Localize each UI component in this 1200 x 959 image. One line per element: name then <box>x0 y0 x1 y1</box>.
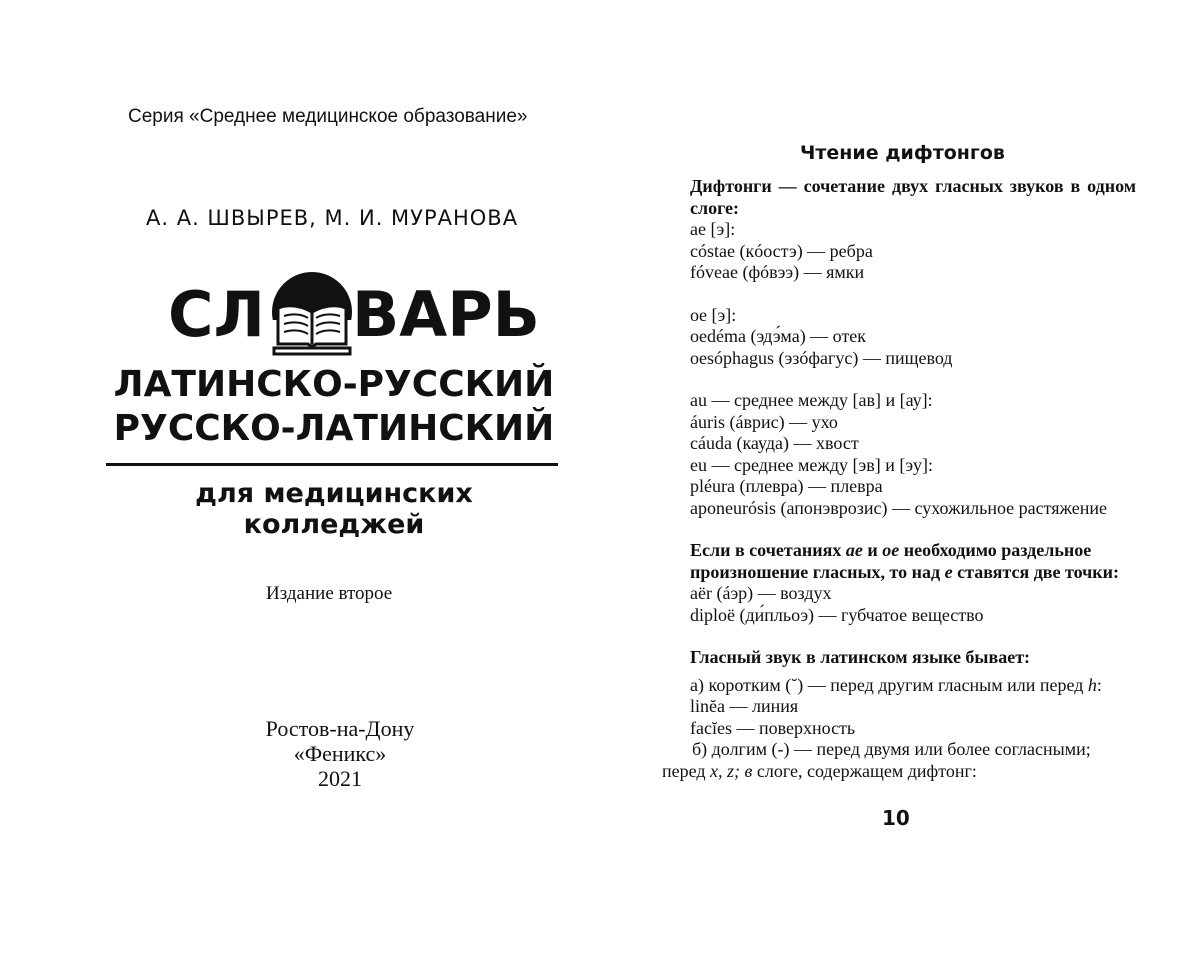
oe-example-1: oedéma (эдэ́ма) — отек <box>690 326 867 346</box>
eu-label: eu — среднее между [эв] и [эу]: <box>690 454 934 475</box>
vowel-heading: Гласный звук в латинском языке бывает: <box>690 647 1031 667</box>
text-fragment: : <box>1096 674 1102 695</box>
year: 2021 <box>318 766 362 791</box>
title-part-1: СЛ <box>168 278 265 351</box>
spacer <box>690 626 1136 647</box>
text-fragment: oe <box>882 540 900 560</box>
short-example-1: linĕa — линия <box>690 696 799 716</box>
text-fragment: ставятся две точки: <box>952 561 1120 582</box>
title-part-2: ВАРЬ <box>352 278 540 351</box>
intro-line-1: Дифтонги — сочетание двух гласных звуков в одном <box>690 176 1136 196</box>
short-example-2: facĭes — поверхность <box>690 717 856 738</box>
text-fragment: ae <box>845 540 863 560</box>
publisher: «Феникс» <box>293 741 387 766</box>
separate-example-1: aër (áэр) — воздух <box>690 583 832 603</box>
au-example-2: cáuda (кауда) — хвост <box>690 433 859 453</box>
long-vowel-rule-2 <box>662 761 1136 783</box>
short-vowel-rule <box>690 675 1136 697</box>
spacer <box>690 284 1136 305</box>
section-heading: Чтение дифтонгов <box>800 142 1005 164</box>
text-fragment: Если в сочетаниях <box>690 540 846 560</box>
edition-label: Издание второе <box>266 583 393 604</box>
authors: А. А. ШВЫРЕВ, М. И. МУРАНОВА <box>146 206 519 230</box>
open-book-icon <box>268 262 356 362</box>
separate-rule-line-2 <box>690 562 1136 584</box>
separate-rule-line-1 <box>690 540 1136 562</box>
book-title <box>168 278 540 358</box>
text-fragment: x, z; в <box>710 760 753 781</box>
text-fragment: , то над <box>880 561 945 582</box>
spacer <box>690 369 1136 390</box>
text-fragment: перед <box>662 760 711 781</box>
subtitle-line-2: РУССКО-ЛАТИНСКИЙ <box>113 408 555 449</box>
page-number: 10 <box>882 806 910 830</box>
imprint <box>240 716 440 791</box>
text-fragment: произношение гласных <box>690 561 881 582</box>
text-fragment: и <box>862 540 883 560</box>
long-vowel-rule: б) долгим (-) — перед двумя или более согласными; <box>692 739 1091 759</box>
right-page <box>662 0 1200 959</box>
ae-label: ae [э]: <box>690 219 736 239</box>
audience-line: для медицинских колледжей <box>195 478 473 540</box>
separate-example-2: diploë (ди́пльоэ) — губчатое вещество <box>690 604 984 625</box>
text-fragment: h <box>1087 674 1097 695</box>
oe-example-2: oesóphagus (эзóфагус) — пищевод <box>690 347 953 368</box>
oe-label: oe [э]: <box>690 304 737 325</box>
series-title: Серия «Среднее медицинское образование» <box>128 106 528 127</box>
intro-line-2: слоге: <box>690 197 740 218</box>
subtitle-line-1: ЛАТИНСКО-РУССКИЙ <box>113 364 555 405</box>
text-fragment: а) коротким (˘) — перед другим гласным или перед <box>690 674 1088 695</box>
text-fragment: e <box>944 561 953 582</box>
text-fragment: необходимо раздельное <box>899 540 1092 560</box>
title-divider <box>106 463 558 466</box>
city: Ростов-на-Дону <box>265 716 415 741</box>
text-fragment: слоге, содержащем дифтонг: <box>752 760 977 781</box>
ae-example-2: fóveae (фóвээ) — ямки <box>690 262 865 282</box>
eu-example-1: pléura (плевра) — плевра <box>690 476 883 496</box>
eu-example-2: aponeurósis (апонэврозис) — сухожильное растяжение <box>690 497 1107 518</box>
section-body <box>662 176 1136 782</box>
au-example-1: áuris (áврис) — ухо <box>690 411 838 432</box>
au-label: au — среднее между [ав] и [ау]: <box>690 390 933 410</box>
ae-example-1: cóstae (кóостэ) — ребра <box>690 240 873 261</box>
spacer <box>690 519 1136 540</box>
